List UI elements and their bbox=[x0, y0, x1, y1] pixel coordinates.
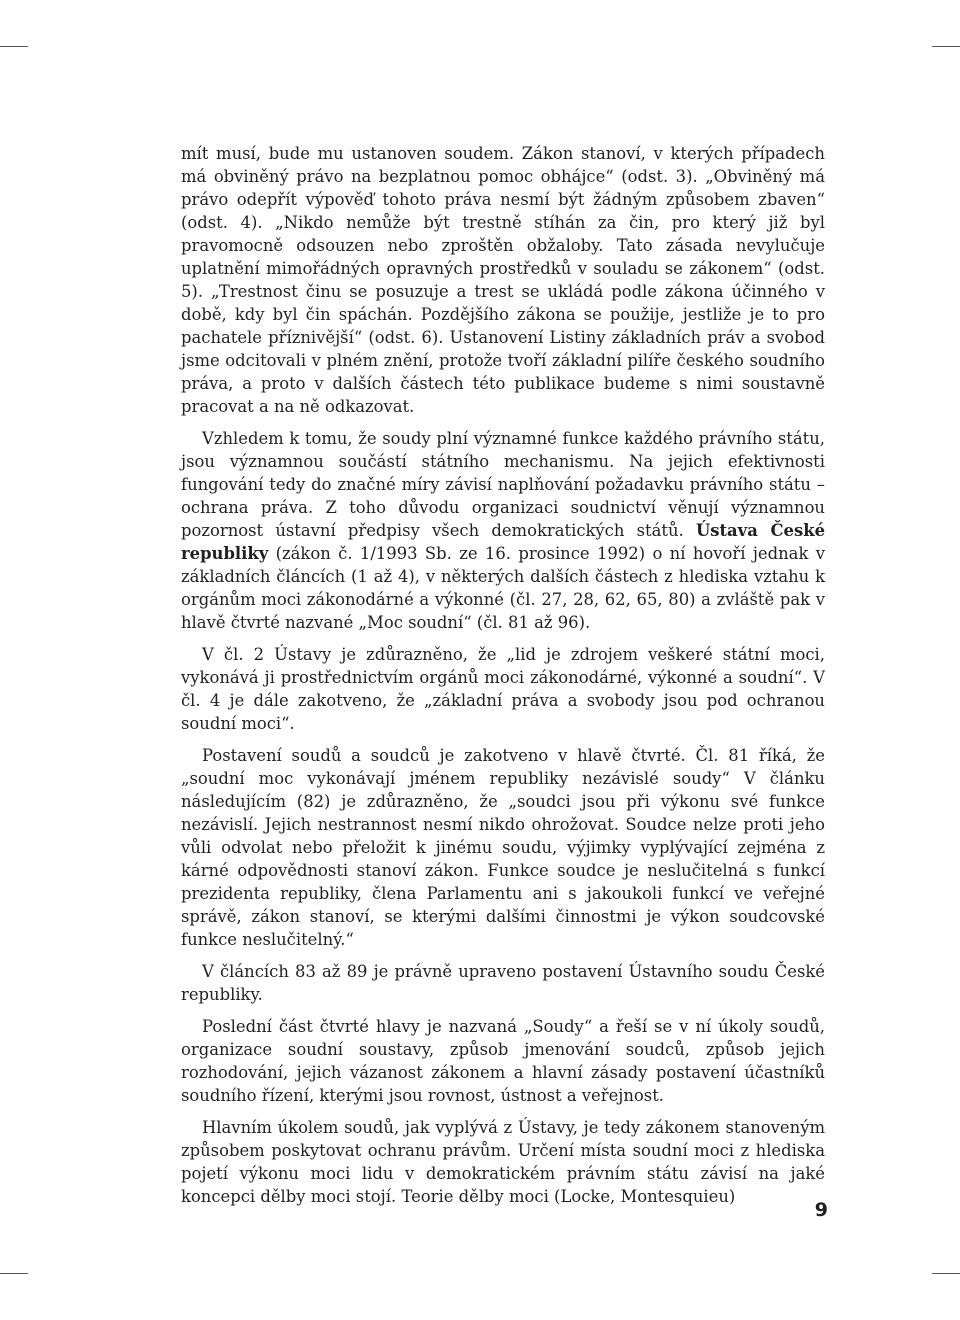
paragraph bbox=[181, 960, 825, 1006]
page-number: 9 bbox=[814, 1199, 828, 1221]
text-run: V čl. 2 Ústavy je zdůrazněno, že „lid je zdrojem veškeré státní moci, vykonává ji prostřednictvím orgánů moci zákonodárné, výkonné a soudní“. V čl. 4 je dále zakotveno, že „základní práva a svobody jsou pod ochranou soudní moci“. bbox=[181, 645, 825, 733]
paragraph bbox=[181, 643, 825, 735]
crop-mark bbox=[0, 46, 28, 47]
body-text bbox=[181, 142, 825, 1208]
text-run: mít musí, bude mu ustanoven soudem. Zákon stanoví, v kterých případech má obviněný právo na bezplatnou pomoc obhájce“ (odst. 3). „Obviněný má právo odepřít výpověď tohoto práva nesmí být žádným způsobem zbaven“ (odst. 4). „Nikdo nemůže být trestně stíhán za čin, pro který již byl pravomocně odsouzen nebo zproštěn obžaloby. Tato zásada nevylučuje uplatnění mimořádných opravných prostředků v souladu se zákonem“ (odst. 5). „Trestnost činu se posuzuje a trest se ukládá podle zákona účinného v době, kdy byl čin spáchán. Pozdějšího zákona se použije, jestliže je to pro pachatele příznivější“ (odst. 6). Ustanovení Listiny základních práv a svobod jsme odcitovali v plném znění, protože tvoří základní pilíře českého soudního práva, a proto v dalších částech této publikace budeme s nimi soustavně pracovat a na ně odkazovat. bbox=[181, 144, 825, 416]
paragraph bbox=[181, 744, 825, 951]
text-run: Hlavním úkolem soudů, jak vyplývá z Ústavy, je tedy zákonem stanoveným způsobem poskytovat ochranu právům. Určení místa soudní moci z hlediska pojetí výkonu moci lidu v demokratickém právním státu závisí na jaké koncepci dělby moci stojí. Teorie dělby moci (Locke, Montesquieu) bbox=[181, 1118, 825, 1206]
bold-term: Ústava České republiky bbox=[181, 521, 825, 563]
crop-mark bbox=[932, 46, 960, 47]
text-run: V článcích 83 až 89 je právně upraveno postavení Ústavního soudu České republiky. bbox=[181, 962, 825, 1004]
crop-mark bbox=[932, 1273, 960, 1274]
text-run: Poslední část čtvrté hlavy je nazvaná „Soudy“ a řeší se v ní úkoly soudů, organizace soudní soustavy, způsob jmenování soudců, způsob jejich rozhodování, jejich vázanost zákonem a hlavní zásady postavení účastníků soudního řízení, kterými jsou rovnost, ústnost a veřejnost. bbox=[181, 1017, 825, 1105]
text-run: Vzhledem k tomu, že soudy plní významné funkce každého právního státu, jsou významnou součástí státního mechanismu. Na jejich efektivnosti fungování tedy do značné míry závisí naplňování požadavku právního státu – ochrana práva. Z toho důvodu organizaci soudnictví věnují významnou pozornost ústavní předpisy všech demokratických států. bbox=[181, 429, 825, 540]
paragraph bbox=[181, 1015, 825, 1107]
text-run: (zákon č. 1/1993 Sb. ze 16. prosince 1992) o ní hovoří jednak v základních článcích (1 až 4), v některých dalších částech z hlediska vztahu k orgánům moci zákonodárné a výkonné (čl. 27, 28, 62, 65, 80) a zvláště pak v hlavě čtvrté nazvané „Moc soudní“ (čl. 81 až 96). bbox=[181, 544, 825, 632]
text-run: Postavení soudů a soudců je zakotveno v hlavě čtvrté. Čl. 81 říká, že „soudní moc vykonávají jménem republiky nezávislé soudy“ V článku následujícím (82) je zdůrazněno, že „soudci jsou při výkonu své funkce nezávislí. Jejich nestrannost nesmí nikdo ohrožovat. Soudce nelze proti jeho vůli odvolat nebo přeložit k jinému soudu, výjimky vyplývající zejména z kárné odpovědnosti stanoví zákon. Funkce soudce je neslučitelná s funkcí prezidenta republiky, člena Parlamentu ani s jakoukoli funkcí ve veřejné správě, zákon stanoví, se kterými dalšími činnostmi je výkon soudcovské funkce neslučitelný.“ bbox=[181, 746, 825, 949]
paragraph bbox=[181, 142, 825, 418]
crop-mark bbox=[0, 1273, 28, 1274]
paragraph bbox=[181, 427, 825, 634]
paragraph bbox=[181, 1116, 825, 1208]
